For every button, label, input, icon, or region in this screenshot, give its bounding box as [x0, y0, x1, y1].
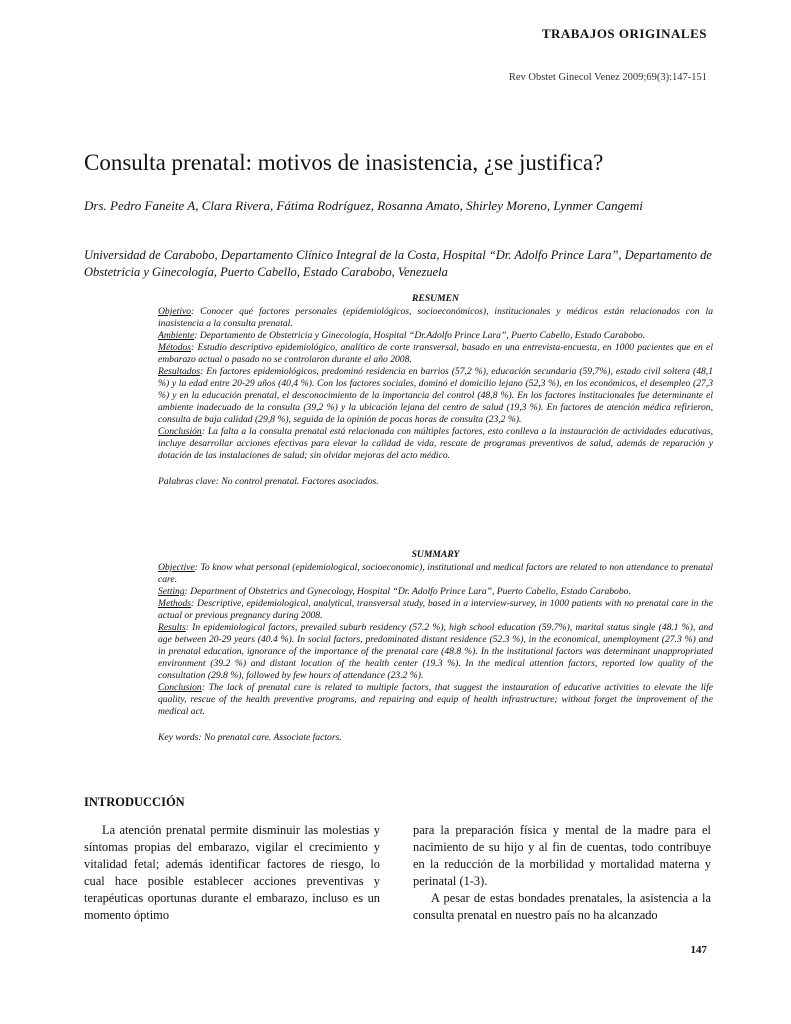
page-number: 147 [690, 944, 707, 956]
intro-paragraph-2: A pesar de estas bondades prenatales, la asistencia a la consulta prenatal en nuestro país no ha alcanzado [413, 891, 711, 922]
conclusion-text: : La falta a la consulta prenatal está relacionada con múltiples factores, esto conlleva a la instauración de actividades educativas, incluye desarrollar acciones efectivas para elevar la calidad de vida, rescate de programas preventivos de salud, además de reparación y dotación de las instalaciones de salud; sin olvidar mejoras del acto médico. [158, 426, 713, 461]
author-list: Drs. Pedro Faneite A, Clara Rivera, Fátima Rodríguez, Rosanna Amato, Shirley Moreno, Lynmer Cangemi [84, 198, 643, 213]
resumen-metodos [158, 342, 713, 366]
summary-methods [158, 598, 713, 622]
resultados-label: Resultados [158, 366, 201, 377]
article-title: Consulta prenatal: motivos de inasistencia, ¿se justifica? [84, 150, 604, 175]
ambiente-label: Ambiente [158, 330, 195, 341]
results-text: : In epidemiological factors, prevailed suburb residency (57.2 %), high school education (59.7%), marital status single (48.1 %), and age between 20-29 years (40.4 %). In social factors, predominated distant residence (52.3 %), in the economical, unemployment (27.3 %) and in prenatal education, ignorance of the importance of the prenatal care (48.8 %). In the institutional factors was determinant unappropriated environment (39.2 %) and distant location of the health center (19.3 %). In the medical attention factors, reported low quality of the consultation (29.8 %), followed by few hours of attendance (23.2 %). [158, 622, 713, 681]
objetivo-text: : Conocer qué factores personales (epidemiológicos, socioeconómicos), institucionales y médicos están relacionados con la inasistencia a la consulta prenatal. [158, 306, 713, 329]
objective-text: : To know what personal (epidemiological, socioeconomic), institutional and medical factors are related to non attendance to prenatal care. [158, 562, 713, 585]
affiliation: Universidad de Carabobo, Departamento Clínico Integral de la Costa, Hospital “Dr. Adolfo Prince Lara”, Departamento de Obstetricia y Ginecología, Puerto Cabello, Estado Carabobo, Venezuela [84, 248, 712, 279]
summary-setting [158, 586, 713, 598]
body-column-left [84, 822, 380, 924]
objective-label: Objective [158, 562, 195, 573]
introduccion-heading: INTRODUCCIÓN [84, 795, 185, 809]
conclusion-en-label: Conclusion [158, 682, 202, 693]
summary-heading: SUMMARY [411, 549, 460, 560]
body-column-right [413, 822, 711, 924]
resumen-objetivo [158, 306, 713, 330]
resultados-text: : En factores epidemiológicos, predominó residencia en barrios (57,2 %), educación secundaria (59,7%), estado civil soltera (48,1 %) y la edad entre 20-29 años (40,4 %). Con los factores sociales, dominó el domicilio lejano (52,3 %), en los económicos, el desempleo (27,3 %) y en la educación prenatal, el desconocimiento de la importancia del control (48,8 %). En los factores institucionales fue determinante el ambiente inadecuado de la consulta (39,2 %) y la ubicación lejana del centro de salud (19,3 %). En factores de atención médica refirieron, consulta de baja calidad (29,8 %), seguida de la opinión de pocas horas de consulta (23,2 %). [158, 366, 713, 425]
intro-paragraph-1: La atención prenatal permite disminuir las molestias y síntomas propias del embarazo, vigilar el crecimiento y vitalidad fetal; además identificar factores de riesgo, lo cual hace posible establecer acciones preventivas y terapéuticas oportunas durante el embarazo, incluso es un momento óptimo [84, 823, 380, 922]
setting-label: Setting [158, 586, 185, 597]
metodos-text: : Estudio descriptivo epidemiológico, analítico de corte transversal, basado en una entrevista-encuesta, en 1000 pacientes que en el embarazo actual o pasado no se controlaron durante el año 2008. [158, 342, 713, 365]
ambiente-text: : Departamento de Obstetricia y Ginecología, Hospital “Dr.Adolfo Prince Lara”, Puerto Cabello, Estado Carabobo. [194, 330, 646, 341]
resumen-conclusion [158, 426, 713, 462]
methods-text: : Descriptive, epidemiological, analytical, transversal study, based in a interview-survey, in 1000 patients with no prenatal care in the actual or previous pregnancy during 2008. [158, 598, 713, 621]
results-label: Results [158, 622, 186, 633]
key-words: Key words: No prenatal care. Associate factors. [158, 732, 342, 743]
section-label: TRABAJOS ORIGINALES [541, 26, 707, 41]
resumen-block [158, 293, 713, 488]
intro-paragraph-1-cont: para la preparación física y mental de la madre para el nacimiento de su hijo y al fin de cuentas, todo contribuye en la reducción de la morbilidad y mortalidad materna y perinatal (1-3). [413, 823, 711, 888]
resumen-resultados [158, 366, 713, 426]
resumen-ambiente [158, 330, 713, 342]
conclusion-label: Conclusión [158, 426, 202, 437]
summary-conclusion [158, 682, 713, 718]
summary-block [158, 549, 713, 744]
metodos-label: Métodos [158, 342, 192, 353]
palabras-clave: Palabras clave: No control prenatal. Factores asociados. [158, 476, 379, 487]
summary-objective [158, 562, 713, 586]
summary-results [158, 622, 713, 682]
setting-text: : Department of Obstetrics and Gynecology, Hospital “Dr. Adolfo Prince Lara”, Puerto Cabello, Estado Carabobo. [184, 586, 631, 597]
journal-citation: Rev Obstet Ginecol Venez 2009;69(3):147-151 [508, 72, 707, 83]
methods-label: Methods [158, 598, 192, 609]
objetivo-label: Objetivo [158, 306, 192, 317]
conclusion-en-text: : The lack of prenatal care is related to multiple factors, that suggest the instauration of educative activities to elevate the life quality, rescue of the health preventive programs, and repairing and equip of health infrastructure; without forget the improvement of the medical act. [158, 682, 713, 717]
resumen-heading: RESUMEN [412, 293, 459, 304]
